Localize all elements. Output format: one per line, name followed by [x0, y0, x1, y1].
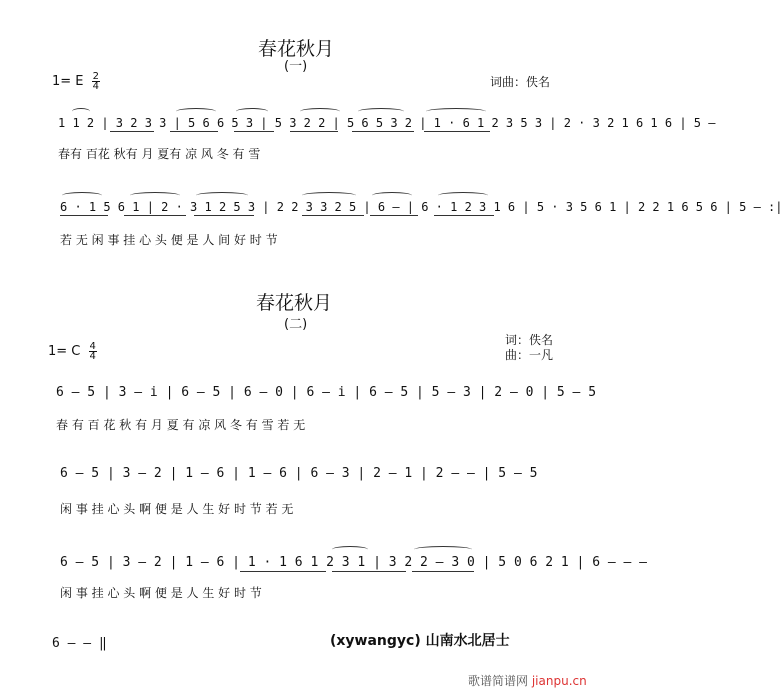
song2-credit-music: 曲：一凡: [505, 348, 554, 362]
song2-line4-notes: 6 – – ‖: [52, 636, 107, 651]
song2-line3-notes: 6 – 5 | 3 – 2 | 1 – 6 | 1 · 1 6 1 2 3 1 | 3 2 2 – 3 0 | 5 0 6 2 1 | 6 – – –: [60, 555, 647, 570]
song2-line2-lyrics: 闲 事 挂 心 头 啊 便 是 人 生 好 时 节 若 无: [60, 502, 294, 516]
beam-line: [60, 215, 108, 216]
slur-mark: [196, 192, 248, 199]
song2-part-label: (二): [284, 317, 308, 332]
song2-credit: [505, 333, 553, 363]
song2-title: 春花秋月: [256, 292, 333, 314]
slur-mark: [414, 546, 472, 553]
beam-line: [234, 131, 274, 132]
slur-mark: [332, 546, 368, 553]
song1-line1-notes: 1 1 2 | 3 2 3 3 | 5 6 6 5 3 | 5 3 2 2 | 5 6 5 3 2 | 1 · 6 1 2 3 5 3 | 2 · 3 2 1 6 1 6 | 5 –: [58, 116, 716, 130]
song2-key-signature: [48, 342, 97, 361]
slur-mark: [426, 108, 486, 115]
slur-mark: [62, 192, 102, 199]
song1-time-top: 2: [92, 71, 100, 82]
song2-key: 1= C: [48, 344, 81, 359]
song1-line1-lyrics: 春有 百花 秋有 月 夏有 凉 风 冬 有 雪: [58, 147, 261, 161]
song2-line1-lyrics: 春 有 百 花 秋 有 月 夏 有 凉 风 冬 有 雪 若 无: [56, 418, 306, 432]
slur-mark: [302, 192, 356, 199]
beam-line: [240, 571, 326, 572]
song2-credit-lyrics: 词：佚名: [505, 333, 554, 347]
watermark-cn: 歌谱简谱网: [468, 674, 529, 688]
slur-mark: [72, 108, 90, 115]
beam-line: [124, 215, 186, 216]
beam-line: [302, 215, 364, 216]
beam-line: [110, 131, 154, 132]
song1-line2-notes: 6 · 1 5 6 1 | 2 · 3 1 2 5 3 | 2 2 3 3 2 5 | 6 – | 6 · 1 2 3 1 6 | 5 · 3 5 6 1 | 2 2 1 6 5 6 | 5 – :|: [60, 200, 782, 214]
signature: (xywangyc) 山南水北居士: [330, 633, 510, 649]
song1-time-signature: [92, 72, 100, 91]
song1-key-signature: [52, 72, 100, 91]
song2-time-top: 4: [89, 341, 96, 352]
song1-part-label: (一): [284, 59, 308, 74]
slur-mark: [300, 108, 340, 115]
song2-time-signature: [89, 342, 97, 361]
beam-line: [332, 571, 406, 572]
watermark-url: jianpu.cn: [531, 674, 587, 688]
song1-title: 春花秋月: [258, 38, 335, 60]
site-watermark: [468, 672, 587, 689]
slur-mark: [130, 192, 180, 199]
song1-credit: 词曲：佚名: [490, 75, 551, 89]
beam-line: [290, 131, 338, 132]
beam-line: [352, 131, 414, 132]
beam-line: [424, 131, 490, 132]
song2-line2-notes: 6 – 5 | 3 – 2 | 1 – 6 | 1 – 6 | 6 – 3 | 2 – 1 | 2 – – | 5 – 5: [60, 466, 538, 481]
slur-mark: [358, 108, 404, 115]
song2-line3-lyrics: 闲 事 挂 心 头 啊 便 是 人 生 好 时 节: [60, 586, 262, 600]
song1-line2-lyrics: 若 无 闲 事 挂 心 头 便 是 人 间 好 时 节: [60, 233, 278, 247]
slur-mark: [236, 108, 268, 115]
song2-line1-notes: 6 – 5 | 3 – i | 6 – 5 | 6 – 0 | 6 – i | 6 – 5 | 5 – 3 | 2 – 0 | 5 – 5: [56, 385, 597, 400]
beam-line: [170, 131, 218, 132]
slur-mark: [372, 192, 412, 199]
beam-line: [370, 215, 418, 216]
beam-line: [434, 215, 494, 216]
song1-key: 1= E: [52, 74, 84, 89]
song2-time-bottom: 4: [89, 351, 96, 362]
song1-time-bottom: 4: [92, 81, 100, 92]
slur-mark: [438, 192, 488, 199]
beam-line: [194, 215, 254, 216]
beam-line: [412, 571, 474, 572]
slur-mark: [176, 108, 216, 115]
